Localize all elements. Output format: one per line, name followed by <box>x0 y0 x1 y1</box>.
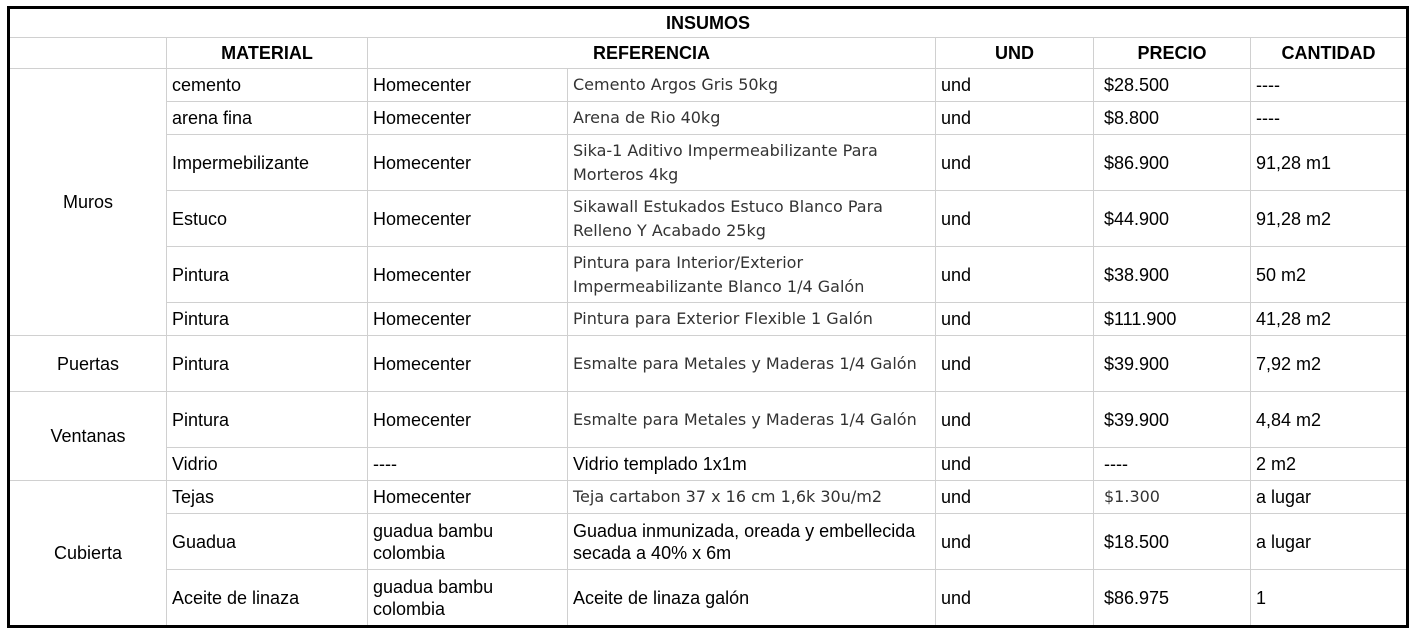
reference-cell: Teja cartabon 37 x 16 cm 1,6k 30u/m2 <box>568 481 936 514</box>
header-blank <box>9 38 167 69</box>
title-row <box>9 8 1408 38</box>
reference-cell: Cemento Argos Gris 50kg <box>568 69 936 102</box>
price-cell: $86.900 <box>1094 135 1251 191</box>
table-row <box>9 102 1408 135</box>
header-cantidad: CANTIDAD <box>1251 38 1408 69</box>
material-cell: Impermebilizante <box>167 135 368 191</box>
reference-cell: Esmalte para Metales y Maderas 1/4 Galón <box>568 392 936 448</box>
table-row <box>9 481 1408 514</box>
header-referencia: REFERENCIA <box>368 38 936 69</box>
price-cell: $111.900 <box>1094 303 1251 336</box>
table-title: INSUMOS <box>9 8 1408 38</box>
und-cell: und <box>936 102 1094 135</box>
group-label-cubierta: Cubierta <box>9 481 167 627</box>
und-cell: und <box>936 247 1094 303</box>
price-cell: $39.900 <box>1094 336 1251 392</box>
reference-cell: Arena de Rio 40kg <box>568 102 936 135</box>
table-row <box>9 135 1408 191</box>
price-cell: $38.900 <box>1094 247 1251 303</box>
material-cell: Pintura <box>167 303 368 336</box>
table-row <box>9 392 1408 448</box>
quantity-cell: a lugar <box>1251 481 1408 514</box>
und-cell: und <box>936 448 1094 481</box>
und-cell: und <box>936 303 1094 336</box>
table-row <box>9 247 1408 303</box>
und-cell: und <box>936 336 1094 392</box>
material-cell: Aceite de linaza <box>167 570 368 627</box>
table-row <box>9 69 1408 102</box>
store-cell: Homecenter <box>368 481 568 514</box>
material-cell: Tejas <box>167 481 368 514</box>
quantity-cell: ---- <box>1251 69 1408 102</box>
quantity-cell: 2 m2 <box>1251 448 1408 481</box>
material-cell: Pintura <box>167 336 368 392</box>
material-cell: Guadua <box>167 514 368 570</box>
price-cell: $39.900 <box>1094 392 1251 448</box>
material-cell: Estuco <box>167 191 368 247</box>
table-row <box>9 448 1408 481</box>
und-cell: und <box>936 481 1094 514</box>
store-cell: Homecenter <box>368 135 568 191</box>
reference-cell: Sikawall Estukados Estuco Blanco Para Relleno Y Acabado 25kg <box>568 191 936 247</box>
group-label-puertas: Puertas <box>9 336 167 392</box>
price-cell: $86.975 <box>1094 570 1251 627</box>
und-cell: und <box>936 570 1094 627</box>
reference-cell: Sika-1 Aditivo Impermeabilizante Para Morteros 4kg <box>568 135 936 191</box>
price-cell: $8.800 <box>1094 102 1251 135</box>
price-cell: $44.900 <box>1094 191 1251 247</box>
material-cell: Pintura <box>167 392 368 448</box>
und-cell: und <box>936 514 1094 570</box>
quantity-cell: a lugar <box>1251 514 1408 570</box>
store-cell: Homecenter <box>368 191 568 247</box>
material-cell: Pintura <box>167 247 368 303</box>
reference-cell: Esmalte para Metales y Maderas 1/4 Galón <box>568 336 936 392</box>
quantity-cell: 91,28 m2 <box>1251 191 1408 247</box>
header-und: UND <box>936 38 1094 69</box>
und-cell: und <box>936 191 1094 247</box>
insumos-table <box>7 6 1409 628</box>
quantity-cell: 41,28 m2 <box>1251 303 1408 336</box>
store-cell: Homecenter <box>368 392 568 448</box>
store-cell: ---- <box>368 448 568 481</box>
store-cell: guadua bambu colombia <box>368 570 568 627</box>
header-material: MATERIAL <box>167 38 368 69</box>
table-row <box>9 514 1408 570</box>
und-cell: und <box>936 135 1094 191</box>
store-cell: guadua bambu colombia <box>368 514 568 570</box>
material-cell: cemento <box>167 69 368 102</box>
reference-cell: Pintura para Exterior Flexible 1 Galón <box>568 303 936 336</box>
header-row <box>9 38 1408 69</box>
price-cell: $1.300 <box>1094 481 1251 514</box>
quantity-cell: 1 <box>1251 570 1408 627</box>
reference-cell: Pintura para Interior/Exterior Impermeabilizante Blanco 1/4 Galón <box>568 247 936 303</box>
price-cell: $18.500 <box>1094 514 1251 570</box>
quantity-cell: 91,28 m1 <box>1251 135 1408 191</box>
quantity-cell: 4,84 m2 <box>1251 392 1408 448</box>
quantity-cell: 7,92 m2 <box>1251 336 1408 392</box>
header-precio: PRECIO <box>1094 38 1251 69</box>
store-cell: Homecenter <box>368 102 568 135</box>
store-cell: Homecenter <box>368 69 568 102</box>
table-row <box>9 570 1408 627</box>
group-label-muros: Muros <box>9 69 167 336</box>
reference-cell: Aceite de linaza galón <box>568 570 936 627</box>
store-cell: Homecenter <box>368 303 568 336</box>
reference-cell: Guadua inmunizada, oreada y embellecida secada a 40% x 6m <box>568 514 936 570</box>
table-row <box>9 303 1408 336</box>
und-cell: und <box>936 392 1094 448</box>
price-cell: ---- <box>1094 448 1251 481</box>
material-cell: arena fina <box>167 102 368 135</box>
quantity-cell: 50 m2 <box>1251 247 1408 303</box>
reference-cell: Vidrio templado 1x1m <box>568 448 936 481</box>
table-row <box>9 336 1408 392</box>
store-cell: Homecenter <box>368 336 568 392</box>
group-label-ventanas: Ventanas <box>9 392 167 481</box>
price-cell: $28.500 <box>1094 69 1251 102</box>
store-cell: Homecenter <box>368 247 568 303</box>
material-cell: Vidrio <box>167 448 368 481</box>
und-cell: und <box>936 69 1094 102</box>
quantity-cell: ---- <box>1251 102 1408 135</box>
table-row <box>9 191 1408 247</box>
